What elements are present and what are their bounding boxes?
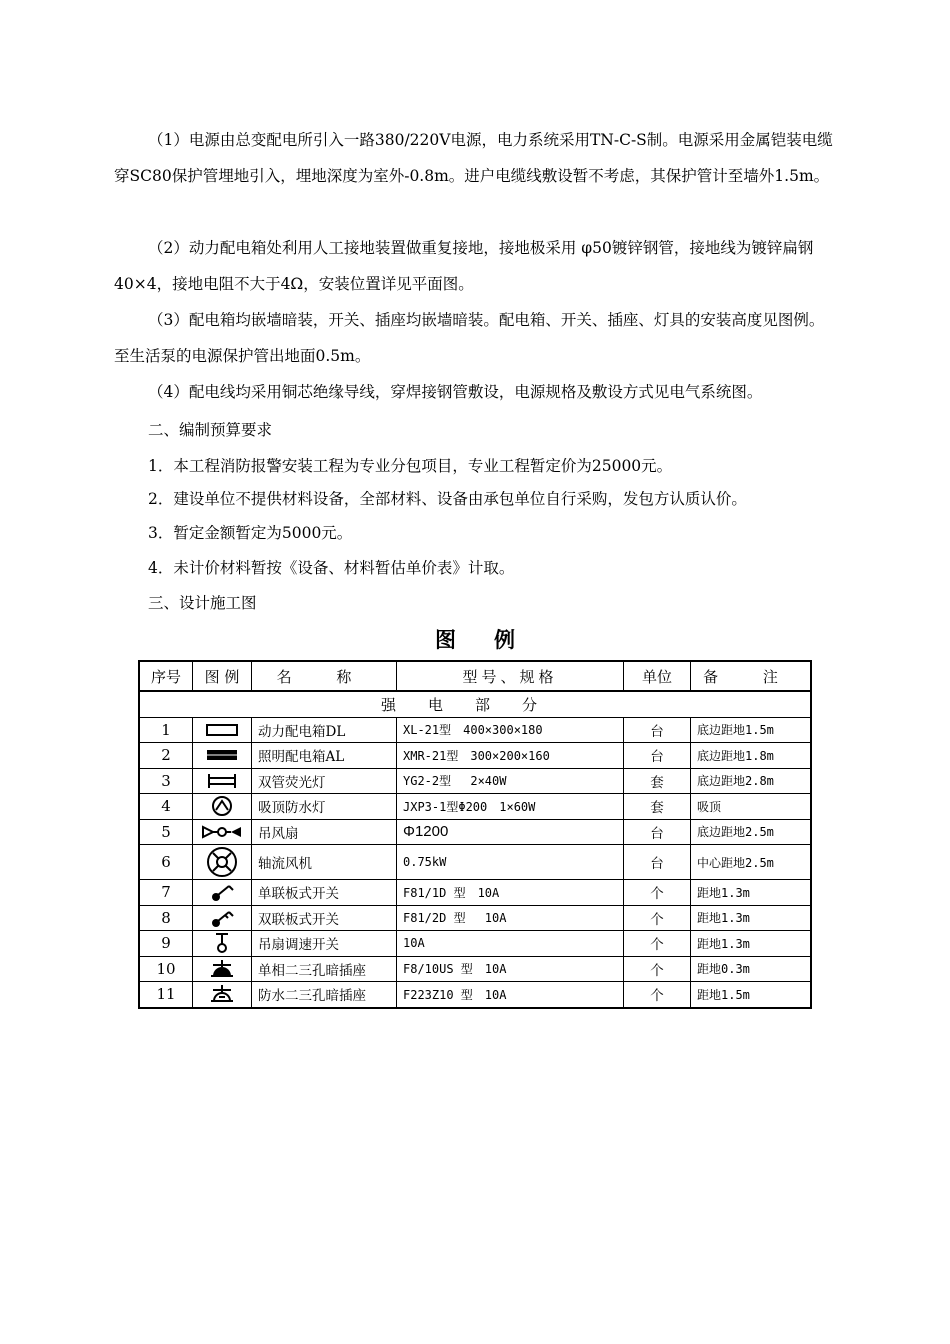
axial-fan-icon — [193, 845, 252, 880]
header-name: 名 称 — [252, 661, 397, 691]
row-no: 11 — [139, 982, 193, 1008]
waterproof-socket-icon — [193, 982, 252, 1008]
table-row — [139, 982, 811, 1008]
table-row — [139, 931, 811, 957]
row-no: 3 — [139, 768, 193, 794]
row-note: 中心距地2.5m — [691, 845, 812, 880]
row-spec: YG2-2型 2×40W — [397, 768, 624, 794]
row-unit: 台 — [624, 717, 691, 743]
ceiling-fan-icon — [193, 819, 252, 845]
lighting-distribution-box-icon — [193, 743, 252, 769]
table-row — [139, 794, 811, 820]
legend-table — [138, 660, 812, 1009]
row-no: 1 — [139, 717, 193, 743]
section-label: 强电部分 — [139, 691, 811, 717]
row-unit: 个 — [624, 880, 691, 906]
table-row — [139, 956, 811, 982]
table-row — [139, 905, 811, 931]
requirement-3: 3．暂定金额暂定为5000元。 — [148, 524, 353, 542]
heading-design-drawings: 三、设计施工图 — [148, 594, 257, 612]
paragraph-grounding: （2）动力配电箱处利用人工接地装置做重复接地，接地极采用 φ50镀锌钢管，接地线为镀锌扁钢40×4，接地电阻不大于4Ω，安装位置详见平面图。 — [114, 239, 814, 293]
row-unit: 个 — [624, 905, 691, 931]
row-spec: XL-21型 400×300×180 — [397, 717, 624, 743]
row-unit: 套 — [624, 768, 691, 794]
header-note: 备 注 — [691, 661, 812, 691]
row-name: 吸顶防水灯 — [252, 794, 397, 820]
row-spec: F81/2D 型 10A — [397, 905, 624, 931]
row-spec: JXP3-1型Φ200 1×60W — [397, 794, 624, 820]
row-spec: F223Z10 型 10A — [397, 982, 624, 1008]
row-name: 双联板式开关 — [252, 905, 397, 931]
row-name: 动力配电箱DL — [252, 717, 397, 743]
row-name: 单联板式开关 — [252, 880, 397, 906]
header-spec: 型号、规格 — [397, 661, 624, 691]
row-note: 吸顶 — [691, 794, 812, 820]
table-row — [139, 717, 811, 743]
row-unit: 台 — [624, 743, 691, 769]
requirement-2: 2．建设单位不提供材料设备，全部材料、设备由承包单位自行采购，发包方认质认价。 — [148, 490, 747, 508]
header-icon: 图 例 — [193, 661, 252, 691]
row-name: 吊风扇 — [252, 819, 397, 845]
requirement-1: 1．本工程消防报警安装工程为专业分包项目，专业工程暂定价为25000元。 — [148, 457, 673, 475]
table-row — [139, 768, 811, 794]
row-unit: 个 — [624, 982, 691, 1008]
header-no: 序号 — [139, 661, 193, 691]
row-name: 轴流风机 — [252, 845, 397, 880]
row-spec: F81/1D 型 10A — [397, 880, 624, 906]
row-note: 距地1.5m — [691, 982, 812, 1008]
heading-budget-requirements: 二、编制预算要求 — [148, 421, 273, 439]
legend-header-row — [139, 661, 811, 691]
row-spec: XMR-21型 300×200×160 — [397, 743, 624, 769]
table-row — [139, 845, 811, 880]
row-spec: Φ1200 — [397, 819, 624, 845]
row-name: 照明配电箱AL — [252, 743, 397, 769]
table-row — [139, 880, 811, 906]
row-note: 距地1.3m — [691, 931, 812, 957]
row-no: 6 — [139, 845, 193, 880]
row-spec: 10A — [397, 931, 624, 957]
row-no: 4 — [139, 794, 193, 820]
row-spec: F8/10US 型 10A — [397, 956, 624, 982]
paragraph-power-source: （1）电源由总变配电所引入一路380/220V电源，电力系统采用TN-C-S制。电源采用金属铠装电缆穿SC80保护管埋地引入，埋地深度为室外-0.8m。进户电缆线敷设暂不考虑，其保护管计至墙外1.5m。 — [114, 131, 833, 185]
row-spec: 0.75kW — [397, 845, 624, 880]
double-tube-fluorescent-icon — [193, 768, 252, 794]
row-no: 8 — [139, 905, 193, 931]
requirement-4: 4．未计价材料暂按《设备、材料暂估单价表》计取。 — [148, 559, 515, 577]
paragraph-wiring: （4）配电线均采用铜芯绝缘导线，穿焊接钢管敷设，电源规格及敷设方式见电气系统图。 — [148, 383, 763, 401]
table-row — [139, 819, 811, 845]
row-unit: 台 — [624, 819, 691, 845]
row-unit: 台 — [624, 845, 691, 880]
section-row — [139, 691, 811, 717]
row-note: 底边距地2.8m — [691, 768, 812, 794]
row-unit: 个 — [624, 956, 691, 982]
row-unit: 个 — [624, 931, 691, 957]
table-row — [139, 743, 811, 769]
row-no: 5 — [139, 819, 193, 845]
row-unit: 套 — [624, 794, 691, 820]
row-no: 7 — [139, 880, 193, 906]
row-name: 单相二三孔暗插座 — [252, 956, 397, 982]
single-phase-socket-icon — [193, 956, 252, 982]
row-name: 吊扇调速开关 — [252, 931, 397, 957]
row-note: 距地1.3m — [691, 905, 812, 931]
legend-title: 图例 — [435, 628, 553, 652]
row-name: 双管荧光灯 — [252, 768, 397, 794]
row-no: 10 — [139, 956, 193, 982]
paragraph-installation: （3）配电箱均嵌墙暗装，开关、插座均嵌墙暗装。配电箱、开关、插座、灯具的安装高度见图例。至生活泵的电源保护管出地面0.5m。 — [114, 311, 825, 365]
row-note: 底边距地1.8m — [691, 743, 812, 769]
row-note: 底边距地2.5m — [691, 819, 812, 845]
fan-speed-switch-icon — [193, 931, 252, 957]
row-note: 距地0.3m — [691, 956, 812, 982]
double-switch-icon — [193, 905, 252, 931]
row-note: 距地1.3m — [691, 880, 812, 906]
single-switch-icon — [193, 880, 252, 906]
row-no: 2 — [139, 743, 193, 769]
ceiling-waterproof-lamp-icon — [193, 794, 252, 820]
row-name: 防水二三孔暗插座 — [252, 982, 397, 1008]
header-unit: 单位 — [624, 661, 691, 691]
power-distribution-box-icon — [193, 717, 252, 743]
row-note: 底边距地1.5m — [691, 717, 812, 743]
row-no: 9 — [139, 931, 193, 957]
